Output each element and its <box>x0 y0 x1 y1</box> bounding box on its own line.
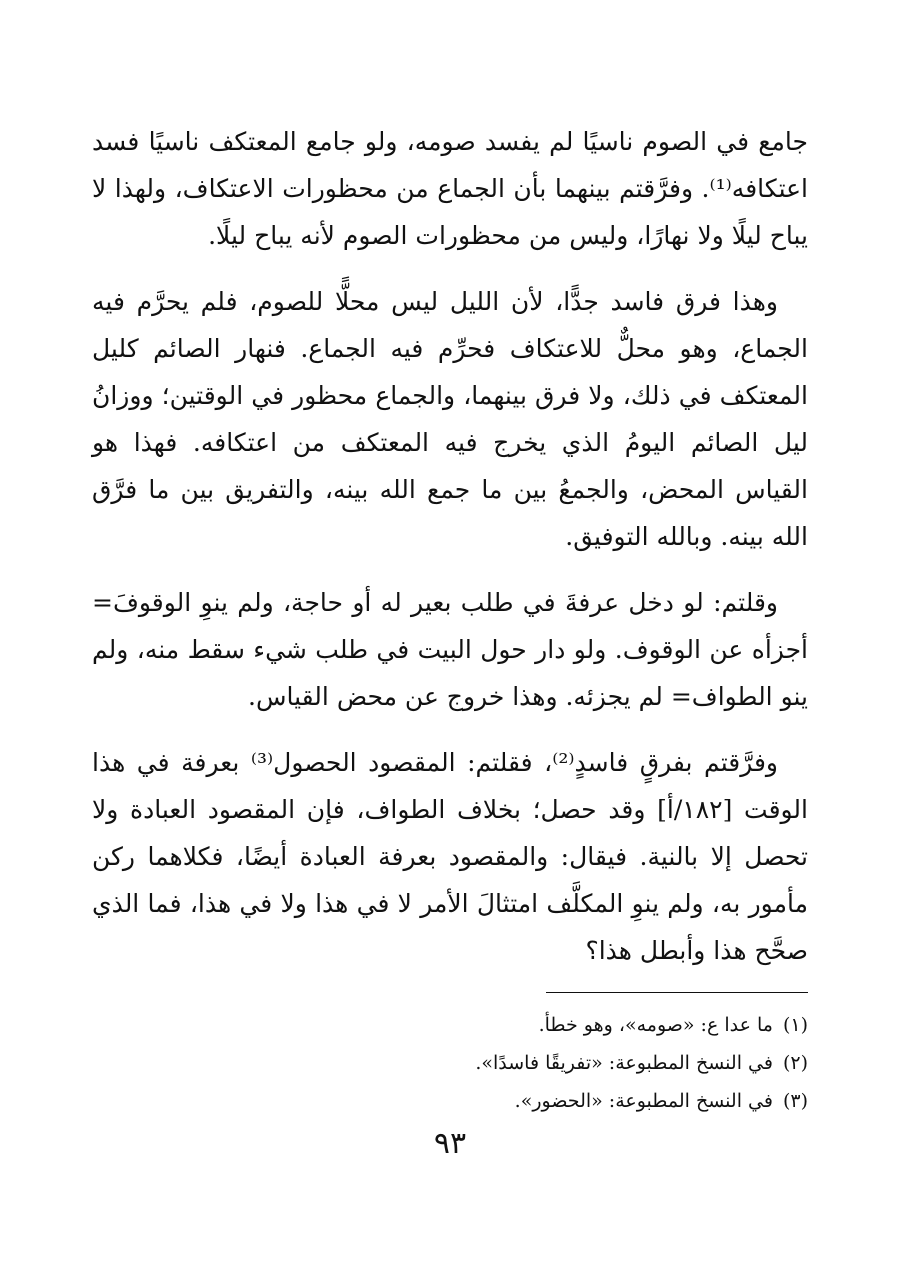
footnotes <box>92 1006 808 1120</box>
page-number: ٩٣ <box>433 1126 467 1161</box>
paragraph-1: جامع في الصوم ناسيًا لم يفسد صومه، ولو جامع المعتكف ناسيًا فسد اعتكافه⁽¹⁾. وفرَّقتم بينهما بأن الجماع من محظورات الاعتكاف، ولهذا لا يباح ليلًا ولا نهارًا، وليس من محظورات الصوم لأنه يباح ليلًا. <box>92 127 808 250</box>
footnote-number: (٢) <box>782 1052 808 1074</box>
footnote-text: في النسخ المطبوعة: «تفريقًا فاسدًا». <box>475 1052 773 1074</box>
footnote-text: ما عدا ع: «صومه»، وهو خطأ. <box>538 1014 773 1036</box>
footnote-number: (١) <box>782 1014 808 1036</box>
paragraph-2: وهذا فرق فاسد جدًّا، لأن الليل ليس محلًّا للصوم، فلم يحرَّم فيه الجماع، وهو محلٌّ للاعتكاف فحرِّم فيه الجماع. فنهار الصائم كليل المعتكف في ذلك، ولا فرق بينهما، والجماع محظور في الوقتين؛ ووزانُ ليل الصائم اليومُ الذي يخرج فيه المعتكف من اعتكافه. فهذا هو القياس المحض، والجمعُ بين ما جمع الله بينه، والتفريق بين ما فرَّق الله بينه. وبالله التوفيق. <box>92 287 808 551</box>
paragraph-4: وفرَّقتم بفرقٍ فاسدٍ⁽²⁾، فقلتم: المقصود الحصول⁽³⁾ بعرفة في هذا الوقت [١٨٢/أ] وقد حصل؛ بخلاف الطواف، فإن المقصود العبادة ولا تحصل إلا بالنية. فيقال: والمقصود بعرفة العبادة أيضًا، فكلاهما ركن مأمور به، ولم ينوِ المكلَّف امتثالَ الأمر لا في هذا ولا في هذا، فما الذي صحَّح هذا وأبطل هذا؟ <box>92 748 808 965</box>
footnote-separator <box>546 992 808 993</box>
footnote-2 <box>92 1044 808 1082</box>
footnote-number: (٣) <box>782 1090 808 1112</box>
footnote-3 <box>92 1082 808 1120</box>
footnote-1 <box>92 1006 808 1044</box>
main-text <box>92 118 808 993</box>
paragraph-3: وقلتم: لو دخل عرفةَ في طلب بعير له أو حاجة، ولم ينوِ الوقوفَ= أجزأه عن الوقوف. ولو دار حول البيت في طلب شيء سقط منه، ولم ينو الطواف= لم يجزئه. وهذا خروج عن محض القياس. <box>92 588 808 711</box>
footnote-text: في النسخ المطبوعة: «الحضور». <box>514 1090 773 1112</box>
